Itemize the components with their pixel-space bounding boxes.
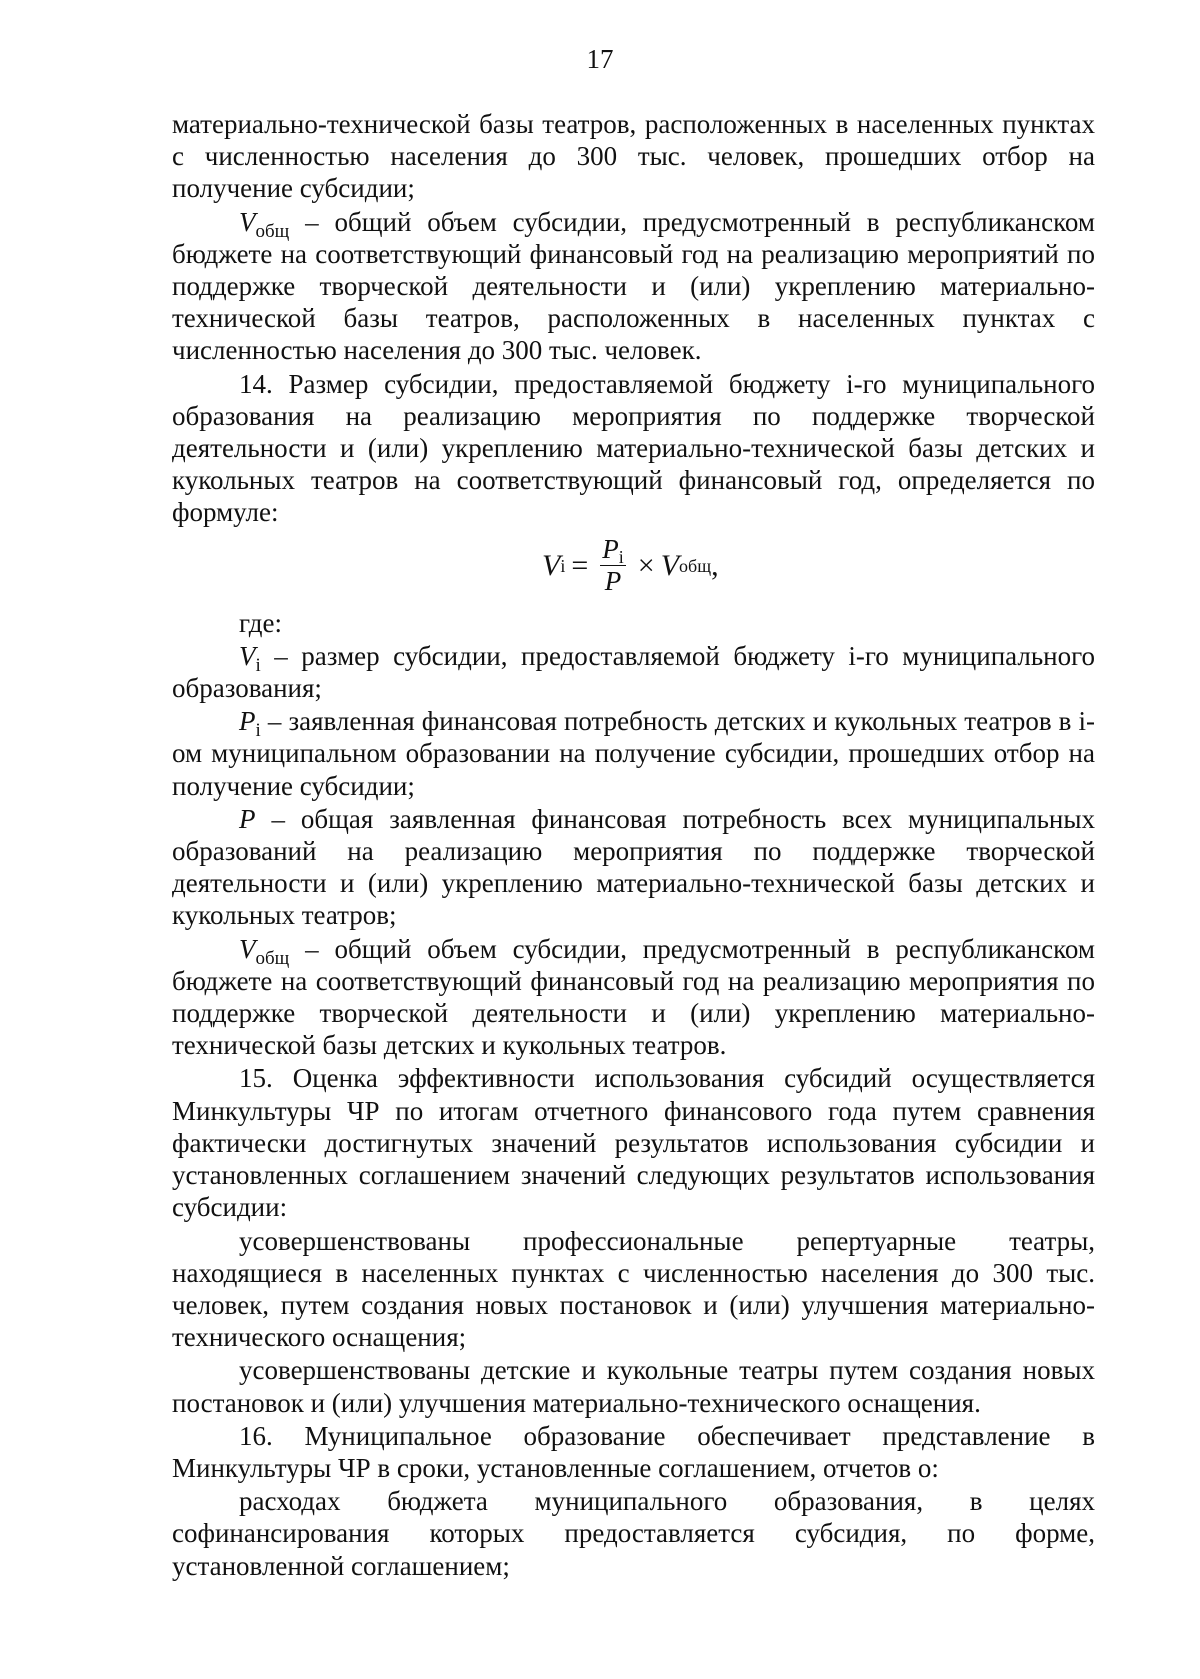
paragraph-v-total xyxy=(172,206,1095,367)
paragraph-v-total-2-text: – общий объем субсидии, предусмотренный в республиканском бюджете на соответствующий финансовый год на реализацию мероприятия по поддержке творческой деятельности и (или) укреплению материально-технической базы детских и кукольных театров. xyxy=(172,933,1095,1061)
formula-fraction xyxy=(600,536,626,595)
paragraph-pi-text: – заявленная финансовая потребность детских и кукольных театров в i-ом муниципальном образовании на получение субсидии, прошедших отбор на получение субсидии; xyxy=(172,706,1095,801)
formula-equals: = xyxy=(571,548,589,582)
formula-num-var: P xyxy=(602,534,619,565)
subscript-obshch: общ xyxy=(255,220,290,242)
variable-v: V xyxy=(239,640,256,671)
formula-rhs-var: V xyxy=(660,548,680,582)
variable-v: V xyxy=(239,206,256,237)
paragraph-report-expenses: расходах бюджета муниципального образования, в целях софинансирования которых предоставляется субсидия, по форме, установленной соглашением; xyxy=(172,1486,1095,1581)
paragraph-result-1: усовершенствованы профессиональные репертуарные театры, находящиеся в населенных пунктах с численностью населения до 300 тыс. человек, путем создания новых постановок и (или) улучшения материально-технического оснащения; xyxy=(172,1225,1095,1353)
paragraph-item-15: 15. Оценка эффективности использования субсидий осуществляется Минкультуры ЧР по итогам отчетного финансового года путем сравнения фактически достигнутых значений результатов использования субсидии и установленных соглашением значений следующих результатов использования субсидии: xyxy=(172,1063,1095,1223)
paragraph-result-2: усовершенствованы детские и кукольные театры путем создания новых постановок и (или) улучшения материально-технического оснащения. xyxy=(172,1355,1095,1418)
paragraph-p-text: – общая заявленная финансовая потребность всех муниципальных образований на реализацию мероприятия по поддержке творческой деятельности и (или) укреплению материально-технической базы детских и кукольных театров; xyxy=(172,803,1095,931)
paragraph-where: где: xyxy=(239,607,282,638)
formula: V i = $\frac{P_i}{P}$ × V общ , xyxy=(542,534,719,597)
document-body xyxy=(172,108,1095,1582)
paragraph-p xyxy=(172,803,1095,932)
paragraph-vi-text: – размер субсидии, предоставляемой бюджету i-го муниципального образования; xyxy=(172,640,1095,704)
subscript-i: i xyxy=(255,654,261,676)
paragraph-v-total-2 xyxy=(172,933,1095,1062)
subscript-obshch: общ xyxy=(255,947,290,969)
subscript-i: i xyxy=(255,720,261,742)
paragraph-item-16: 16. Муниципальное образование обеспечивает представление в Минкультуры ЧР в сроки, установленные соглашением, отчетов о: xyxy=(172,1420,1095,1483)
page-number: 17 xyxy=(586,44,614,74)
formula-times: × xyxy=(637,548,655,582)
paragraph-continuation: материально-технической базы театров, расположенных в населенных пунктах с численностью населения до 300 тыс. человек, прошедших отбор на получение субсидии; xyxy=(172,109,1095,204)
variable-p: P xyxy=(239,706,256,737)
paragraph-v-total-text: – общий объем субсидии, предусмотренный в республиканском бюджете на соответствующий финансовый год на реализацию мероприятий по поддержке творческой деятельности и (или) укреплению материально-технической базы театров, расположенных в населенных пунктах с численностью населения до 300 тыс. человек. xyxy=(172,206,1095,366)
formula-trail: , xyxy=(711,548,719,582)
formula-lhs-var: V xyxy=(542,548,561,582)
formula-den-var: P xyxy=(604,566,622,597)
variable-p: P xyxy=(239,803,256,834)
paragraph-item-14: 14. Размер субсидии, предоставляемой бюджету i-го муниципального образования на реализацию мероприятия по поддержке творческой деятельности и (или) укреплению материально-технической базы детских и кукольных театров на соответствующий финансовый год, определяется по формуле: xyxy=(172,368,1095,528)
formula-num-sub: i xyxy=(618,547,624,568)
paragraph-pi xyxy=(172,705,1095,802)
paragraph-vi xyxy=(172,640,1095,704)
variable-v: V xyxy=(239,933,256,964)
